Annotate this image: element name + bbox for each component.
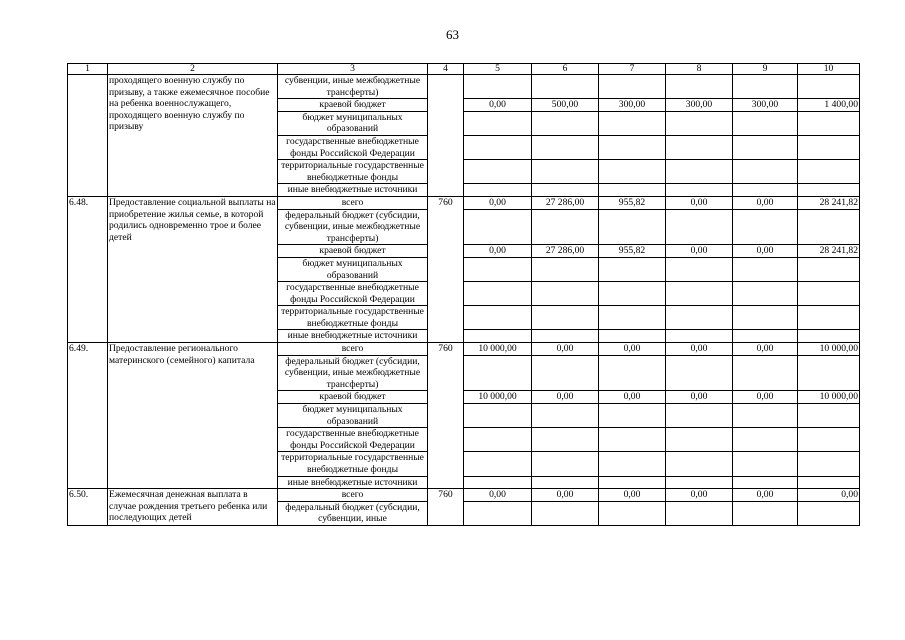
value-cell xyxy=(798,476,860,489)
value-cell: 0,00 xyxy=(599,489,666,502)
item-name-cell: проходящего военную службу по призыву, а также ежемесячное пособие на ребенка военнослужащего, проходящего военную службу по призыву xyxy=(108,75,278,197)
value-cell xyxy=(464,404,532,428)
value-cell: 10 000,00 xyxy=(798,391,860,404)
value-cell xyxy=(532,209,599,245)
value-cell xyxy=(599,111,666,135)
value-cell xyxy=(666,501,733,525)
header-cell-5: 5 xyxy=(464,64,532,75)
value-cell xyxy=(666,184,733,197)
funding-source-cell: государственные внебюджетные фонды Российской Федерации xyxy=(278,428,428,452)
value-cell: 0,00 xyxy=(798,489,860,502)
value-cell xyxy=(733,111,798,135)
value-cell: 0,00 xyxy=(733,343,798,356)
value-cell xyxy=(464,111,532,135)
value-cell xyxy=(733,282,798,306)
code-cell: 760 xyxy=(428,489,464,526)
value-cell xyxy=(666,135,733,159)
value-cell xyxy=(599,306,666,330)
value-cell xyxy=(798,160,860,184)
value-cell xyxy=(532,257,599,281)
header-cell-6: 6 xyxy=(532,64,599,75)
value-cell xyxy=(666,428,733,452)
value-cell: 0,00 xyxy=(464,99,532,112)
value-cell: 500,00 xyxy=(532,99,599,112)
value-cell xyxy=(464,330,532,343)
item-number-cell: 6.49. xyxy=(68,343,108,489)
value-cell xyxy=(666,306,733,330)
item-number-cell: 6.50. xyxy=(68,489,108,526)
value-cell: 28 241,82 xyxy=(798,196,860,209)
item-number-cell: 6.48. xyxy=(68,196,108,342)
value-cell: 0,00 xyxy=(599,391,666,404)
value-cell xyxy=(532,501,599,525)
value-cell xyxy=(666,257,733,281)
value-cell xyxy=(733,306,798,330)
value-cell xyxy=(798,306,860,330)
funding-source-cell: всего xyxy=(278,489,428,502)
value-cell xyxy=(599,135,666,159)
value-cell xyxy=(666,452,733,476)
funding-source-cell: территориальные государственные внебюджетные фонды xyxy=(278,452,428,476)
value-cell: 0,00 xyxy=(532,391,599,404)
value-cell xyxy=(599,184,666,197)
funding-source-cell: краевой бюджет xyxy=(278,245,428,258)
value-cell xyxy=(599,282,666,306)
value-cell xyxy=(666,355,733,391)
value-cell xyxy=(733,160,798,184)
value-cell: 0,00 xyxy=(532,343,599,356)
value-cell: 0,00 xyxy=(599,343,666,356)
header-cell-10: 10 xyxy=(798,64,860,75)
funding-source-cell: иные внебюджетные источники xyxy=(278,330,428,343)
value-cell xyxy=(733,75,798,99)
value-cell: 0,00 xyxy=(666,196,733,209)
value-cell xyxy=(464,257,532,281)
value-cell xyxy=(666,209,733,245)
value-cell: 0,00 xyxy=(733,245,798,258)
value-cell xyxy=(599,257,666,281)
value-cell xyxy=(532,306,599,330)
value-cell xyxy=(733,501,798,525)
funding-source-cell: государственные внебюджетные фонды Российской Федерации xyxy=(278,135,428,159)
value-cell: 10 000,00 xyxy=(464,343,532,356)
value-cell xyxy=(733,476,798,489)
funding-source-cell: территориальные государственные внебюджетные фонды xyxy=(278,306,428,330)
value-cell: 955,82 xyxy=(599,196,666,209)
value-cell xyxy=(666,111,733,135)
value-cell xyxy=(464,452,532,476)
value-cell xyxy=(666,282,733,306)
value-cell: 27 286,00 xyxy=(532,245,599,258)
value-cell: 0,00 xyxy=(733,196,798,209)
value-cell xyxy=(532,330,599,343)
header-cell-9: 9 xyxy=(733,64,798,75)
value-cell: 300,00 xyxy=(599,99,666,112)
value-cell xyxy=(733,452,798,476)
value-cell xyxy=(666,160,733,184)
funding-source-cell: краевой бюджет xyxy=(278,99,428,112)
value-cell xyxy=(532,184,599,197)
value-cell xyxy=(532,452,599,476)
budget-table xyxy=(67,63,860,526)
value-cell xyxy=(599,209,666,245)
header-cell-2: 2 xyxy=(108,64,278,75)
value-cell xyxy=(464,306,532,330)
value-cell xyxy=(532,160,599,184)
value-cell xyxy=(464,476,532,489)
value-cell xyxy=(532,75,599,99)
value-cell xyxy=(733,257,798,281)
value-cell xyxy=(464,501,532,525)
item-number-cell xyxy=(68,75,108,197)
funding-source-cell: федеральный бюджет (субсидии, субвенции, иные межбюджетные трансферты) xyxy=(278,209,428,245)
value-cell: 28 241,82 xyxy=(798,245,860,258)
value-cell xyxy=(599,452,666,476)
value-cell: 0,00 xyxy=(666,489,733,502)
value-cell xyxy=(599,501,666,525)
value-cell: 300,00 xyxy=(666,99,733,112)
funding-source-cell: субвенции, иные межбюджетные трансферты) xyxy=(278,75,428,99)
value-cell xyxy=(798,428,860,452)
table-row xyxy=(68,75,860,99)
value-cell xyxy=(464,184,532,197)
funding-source-cell: бюджет муниципальных образований xyxy=(278,111,428,135)
value-cell: 0,00 xyxy=(666,391,733,404)
value-cell xyxy=(599,476,666,489)
value-cell xyxy=(464,428,532,452)
value-cell: 0,00 xyxy=(464,489,532,502)
value-cell xyxy=(464,75,532,99)
value-cell xyxy=(666,75,733,99)
value-cell xyxy=(733,330,798,343)
value-cell xyxy=(798,257,860,281)
item-name-cell: Предоставление регионального материнского (семейного) капитала xyxy=(108,343,278,489)
header-row xyxy=(68,64,860,75)
value-cell xyxy=(798,330,860,343)
item-name-cell: Предоставление социальной выплаты на приобретение жилья семье, в которой родились одновременно трое и более детей xyxy=(108,196,278,342)
value-cell xyxy=(733,404,798,428)
code-cell: 760 xyxy=(428,343,464,489)
value-cell: 0,00 xyxy=(464,196,532,209)
value-cell: 10 000,00 xyxy=(798,343,860,356)
header-cell-4: 4 xyxy=(428,64,464,75)
value-cell xyxy=(798,282,860,306)
value-cell xyxy=(798,501,860,525)
funding-source-cell: территориальные государственные внебюджетные фонды xyxy=(278,160,428,184)
funding-source-cell: бюджет муниципальных образований xyxy=(278,404,428,428)
value-cell xyxy=(798,452,860,476)
value-cell: 300,00 xyxy=(733,99,798,112)
value-cell xyxy=(798,184,860,197)
funding-source-cell: иные внебюджетные источники xyxy=(278,184,428,197)
value-cell xyxy=(599,404,666,428)
value-cell xyxy=(464,160,532,184)
funding-source-cell: всего xyxy=(278,196,428,209)
value-cell xyxy=(532,404,599,428)
value-cell xyxy=(666,404,733,428)
value-cell xyxy=(666,476,733,489)
value-cell xyxy=(798,111,860,135)
item-name-cell: Ежемесячная денежная выплата в случае рождения третьего ребенка или последующих детей xyxy=(108,489,278,526)
funding-source-cell: краевой бюджет xyxy=(278,391,428,404)
value-cell xyxy=(733,355,798,391)
header-cell-3: 3 xyxy=(278,64,428,75)
value-cell xyxy=(798,404,860,428)
header-cell-8: 8 xyxy=(666,64,733,75)
value-cell: 0,00 xyxy=(532,489,599,502)
value-cell xyxy=(599,160,666,184)
value-cell xyxy=(733,135,798,159)
header-cell-1: 1 xyxy=(68,64,108,75)
value-cell xyxy=(464,355,532,391)
code-cell xyxy=(428,75,464,197)
page-number: 63 xyxy=(446,27,459,42)
value-cell xyxy=(733,209,798,245)
value-cell: 1 400,00 xyxy=(798,99,860,112)
value-cell xyxy=(599,330,666,343)
value-cell: 10 000,00 xyxy=(464,391,532,404)
table-row xyxy=(68,196,860,209)
value-cell xyxy=(733,428,798,452)
value-cell xyxy=(532,111,599,135)
table-row xyxy=(68,343,860,356)
value-cell xyxy=(599,428,666,452)
value-cell xyxy=(532,476,599,489)
value-cell: 0,00 xyxy=(733,391,798,404)
funding-source-cell: бюджет муниципальных образований xyxy=(278,257,428,281)
value-cell xyxy=(733,184,798,197)
funding-source-cell: иные внебюджетные источники xyxy=(278,476,428,489)
value-cell xyxy=(464,209,532,245)
value-cell xyxy=(532,282,599,306)
value-cell xyxy=(798,135,860,159)
funding-source-cell: всего xyxy=(278,343,428,356)
value-cell: 27 286,00 xyxy=(532,196,599,209)
value-cell xyxy=(532,135,599,159)
code-cell: 760 xyxy=(428,196,464,342)
value-cell xyxy=(464,135,532,159)
value-cell xyxy=(798,355,860,391)
value-cell: 0,00 xyxy=(666,343,733,356)
value-cell xyxy=(798,75,860,99)
value-cell: 955,82 xyxy=(599,245,666,258)
value-cell: 0,00 xyxy=(733,489,798,502)
value-cell xyxy=(666,330,733,343)
funding-source-cell: федеральный бюджет (субсидии, субвенции, иные межбюджетные трансферты) xyxy=(278,355,428,391)
header-cell-7: 7 xyxy=(599,64,666,75)
value-cell xyxy=(599,355,666,391)
value-cell xyxy=(798,209,860,245)
funding-source-cell: государственные внебюджетные фонды Российской Федерации xyxy=(278,282,428,306)
value-cell: 0,00 xyxy=(464,245,532,258)
funding-source-cell: федеральный бюджет (субсидии, субвенции, иные xyxy=(278,501,428,525)
value-cell xyxy=(532,355,599,391)
value-cell: 0,00 xyxy=(666,245,733,258)
value-cell xyxy=(464,282,532,306)
value-cell xyxy=(599,75,666,99)
table-row xyxy=(68,489,860,502)
value-cell xyxy=(532,428,599,452)
